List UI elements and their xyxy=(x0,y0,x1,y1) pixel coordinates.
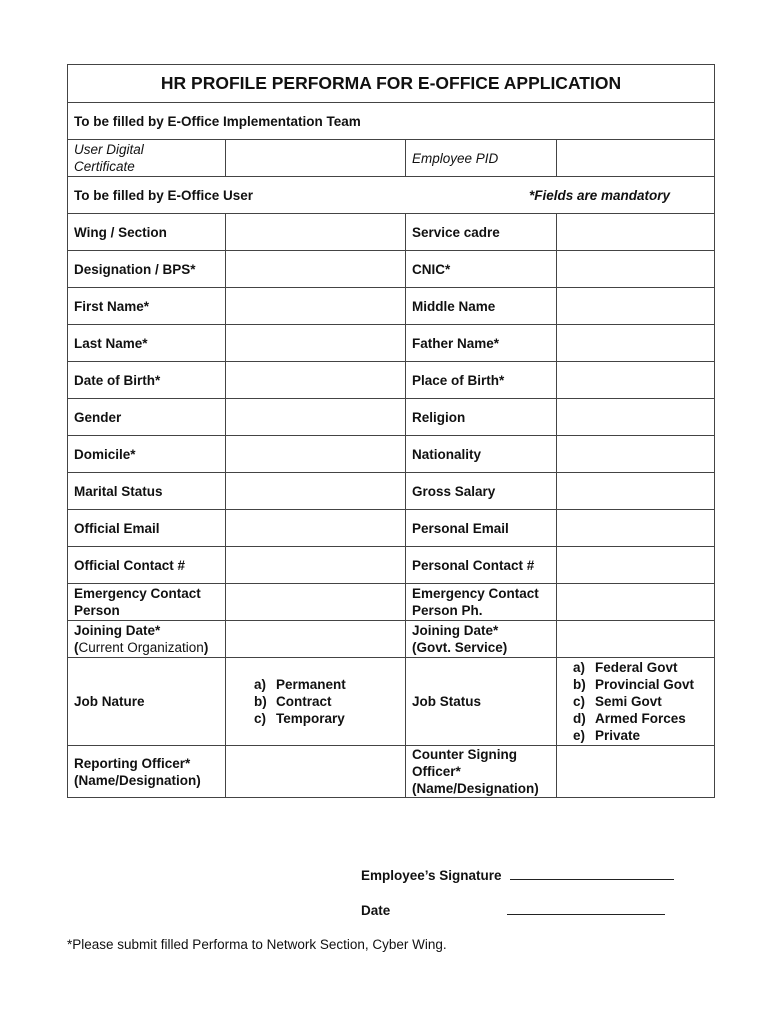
form-row xyxy=(68,399,715,436)
employee-pid-label: Employee PID xyxy=(406,140,557,177)
joining-date-org-label: Joining Date* (Current Organization) xyxy=(68,621,226,658)
field-label: Service cadre xyxy=(406,214,557,251)
emergency-contact-phone-label: Emergency Contact Person Ph. xyxy=(406,584,557,621)
field-input[interactable] xyxy=(557,214,715,251)
field-label: Personal Contact # xyxy=(406,547,557,584)
date-field[interactable] xyxy=(507,902,665,915)
reporting-officer-field[interactable] xyxy=(226,746,406,798)
field-label: Official Email xyxy=(68,510,226,547)
field-input[interactable] xyxy=(226,214,406,251)
field-label: Place of Birth* xyxy=(406,362,557,399)
digital-certificate-label: User Digital Certificate xyxy=(68,140,226,177)
field-input[interactable] xyxy=(557,436,715,473)
field-input[interactable] xyxy=(557,473,715,510)
date-line xyxy=(361,902,665,918)
employee-signature-label: Employee’s Signature xyxy=(361,868,502,883)
emergency-contact-person-label: Emergency Contact Person xyxy=(68,584,226,621)
option-item: e) Private xyxy=(573,728,641,743)
field-label: Designation / BPS* xyxy=(68,251,226,288)
field-label: Wing / Section xyxy=(68,214,226,251)
field-input[interactable] xyxy=(557,510,715,547)
option-item: d) Armed Forces xyxy=(573,711,686,726)
field-label: Personal Email xyxy=(406,510,557,547)
field-label: CNIC* xyxy=(406,251,557,288)
field-input[interactable] xyxy=(557,547,715,584)
joining-date-govt-label: Joining Date* (Govt. Service) xyxy=(406,621,557,658)
emergency-contact-person-field[interactable] xyxy=(226,584,406,621)
job-status-options xyxy=(557,658,715,746)
field-input[interactable] xyxy=(557,362,715,399)
reporting-officer-label: Reporting Officer* (Name/Designation) xyxy=(68,746,226,798)
field-input[interactable] xyxy=(226,399,406,436)
field-input[interactable] xyxy=(226,362,406,399)
field-input[interactable] xyxy=(557,251,715,288)
section-user-label: To be filled by E-Office User xyxy=(74,187,254,203)
signature-field[interactable] xyxy=(510,867,674,880)
employee-pid-field[interactable] xyxy=(557,140,715,177)
form-title: HR PROFILE PERFORMA FOR E-OFFICE APPLICATION xyxy=(68,65,715,103)
field-input[interactable] xyxy=(226,547,406,584)
form-row xyxy=(68,436,715,473)
employee-signature-line xyxy=(361,867,674,883)
counter-signing-officer-field[interactable] xyxy=(557,746,715,798)
field-label: Official Contact # xyxy=(68,547,226,584)
field-label: Date of Birth* xyxy=(68,362,226,399)
field-label: Last Name* xyxy=(68,325,226,362)
field-label: Marital Status xyxy=(68,473,226,510)
form-row xyxy=(68,362,715,399)
field-label: First Name* xyxy=(68,288,226,325)
job-nature-label: Job Nature xyxy=(68,658,226,746)
field-input[interactable] xyxy=(226,288,406,325)
field-input[interactable] xyxy=(226,436,406,473)
field-label: Domicile* xyxy=(68,436,226,473)
option-item: a) Permanent xyxy=(254,677,346,692)
field-input[interactable] xyxy=(226,510,406,547)
option-item: c) Temporary xyxy=(254,711,345,726)
form-row xyxy=(68,288,715,325)
section-user-heading xyxy=(68,177,715,214)
form-row xyxy=(68,547,715,584)
field-input[interactable] xyxy=(226,251,406,288)
mandatory-note: *Fields are mandatory xyxy=(528,187,670,203)
date-label: Date xyxy=(361,903,391,918)
option-item: b) Provincial Govt xyxy=(573,677,695,692)
field-label: Nationality xyxy=(406,436,557,473)
option-item: b) Contract xyxy=(254,694,332,709)
footer-note: *Please submit filled Performa to Network Section, Cyber Wing. xyxy=(67,937,447,952)
form-row xyxy=(68,251,715,288)
form-row xyxy=(68,214,715,251)
field-input[interactable] xyxy=(226,325,406,362)
option-item: c) Semi Govt xyxy=(573,694,662,709)
field-input[interactable] xyxy=(557,399,715,436)
field-input[interactable] xyxy=(557,288,715,325)
form-row xyxy=(68,325,715,362)
job-nature-options xyxy=(226,658,406,746)
field-label: Gross Salary xyxy=(406,473,557,510)
field-label: Father Name* xyxy=(406,325,557,362)
form-row xyxy=(68,510,715,547)
field-input[interactable] xyxy=(226,473,406,510)
counter-signing-officer-label: Counter Signing Officer* (Name/Designation) xyxy=(406,746,557,798)
hr-profile-form xyxy=(67,64,715,798)
form-row xyxy=(68,473,715,510)
field-input[interactable] xyxy=(557,325,715,362)
field-label: Religion xyxy=(406,399,557,436)
emergency-contact-phone-field[interactable] xyxy=(557,584,715,621)
digital-certificate-field[interactable] xyxy=(226,140,406,177)
section-team-heading: To be filled by E-Office Implementation Team xyxy=(68,103,715,140)
field-label: Gender xyxy=(68,399,226,436)
field-label: Middle Name xyxy=(406,288,557,325)
job-status-label: Job Status xyxy=(406,658,557,746)
joining-date-govt-field[interactable] xyxy=(557,621,715,658)
joining-date-org-field[interactable] xyxy=(226,621,406,658)
option-item: a) Federal Govt xyxy=(573,660,678,675)
